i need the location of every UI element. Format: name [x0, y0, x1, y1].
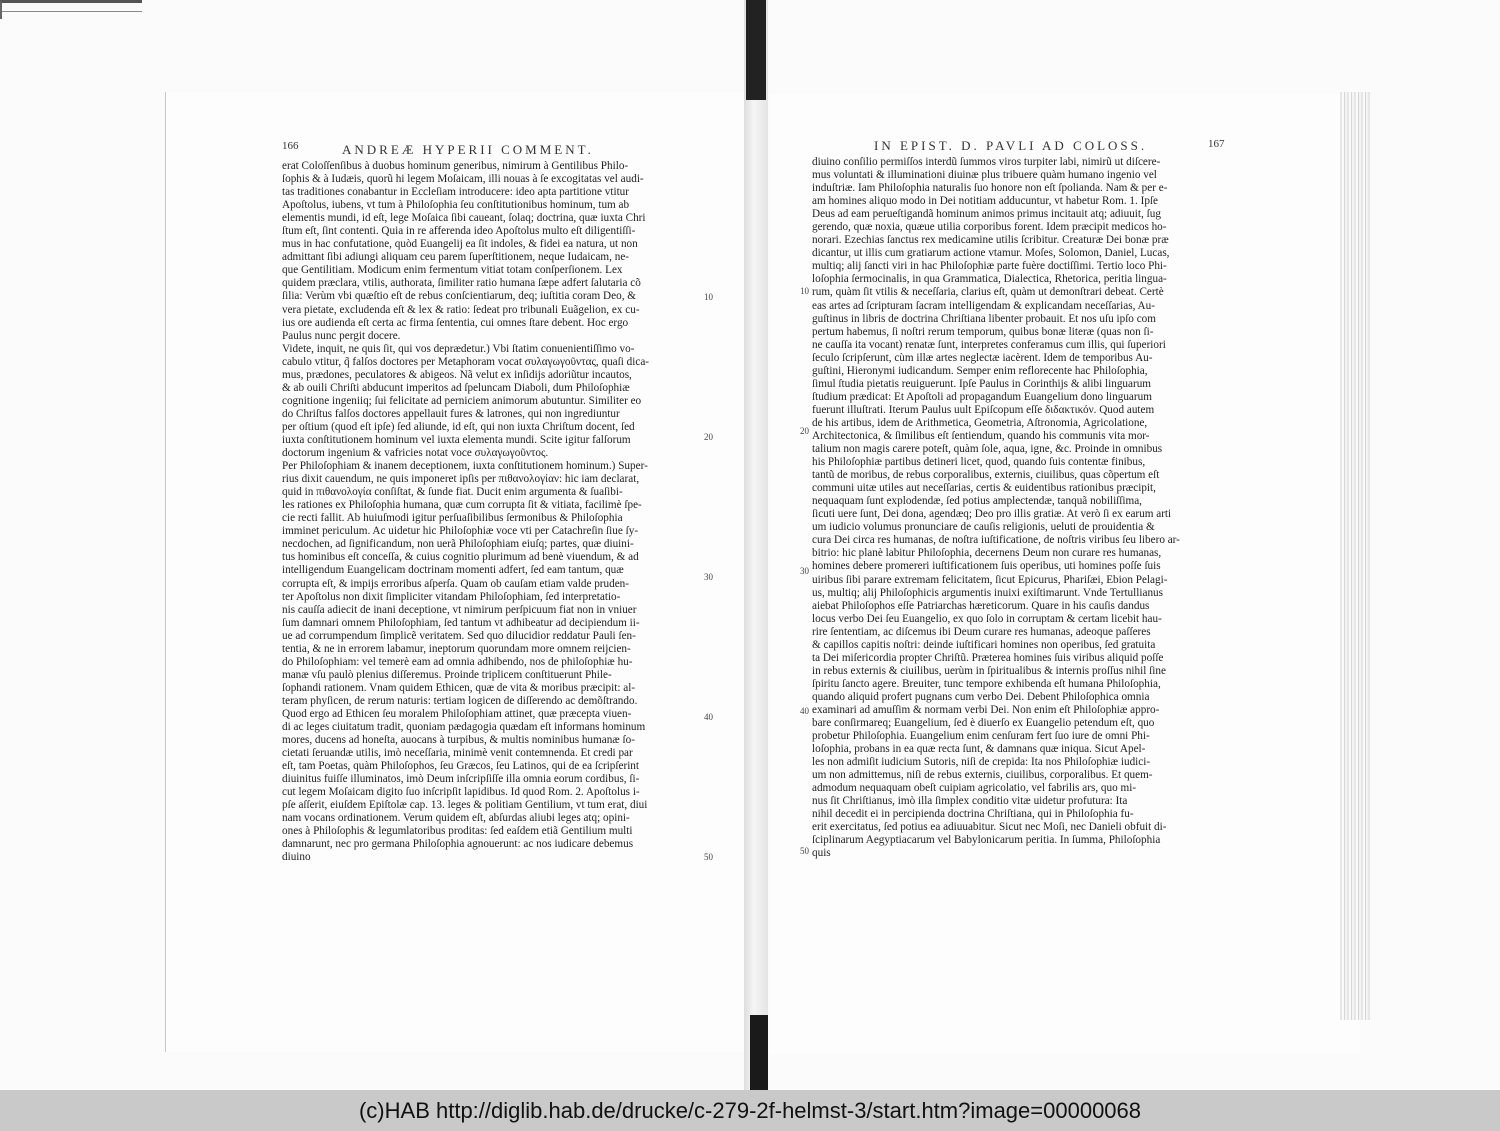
text-line: fuerunt illuſtrati. Iterum Paulus uult Epiſcopum eſſe διδακτικόν. Quod autem	[812, 403, 1155, 416]
text-line: ta Dei miſericordia propter Chriſtũ. Præterea homines ſuis viribus aliquid poſſe	[812, 651, 1164, 664]
footer-text: (c)HAB http://diglib.hab.de/drucke/c-279-2f-helmst-3/start.htm?image=00000068	[358, 1097, 1142, 1123]
text-line: us, multiq; alij Philoſophicis argumentis inuixi exiſtimarunt. Vnde Tertullianus	[812, 586, 1163, 599]
margin-line-number: 30	[800, 566, 809, 576]
text-line: do Philoſophiam: vel temerè eam ad omnia adhibendo, nos de philoſophiæ hu-	[282, 655, 633, 668]
text-line: cognitione ingeniiq; ſui felicitate ad perniciem animorum abutuntur. Similiter eo	[282, 394, 642, 407]
text-line: ius ore audienda eſt certa ac firma ſententia, cui omnes ſtare debent. Hoc ergo	[282, 316, 629, 329]
text-line: quid in πιθανολογία conſiſtat, & ſunde fiat. Ducit enim argumenta & ſuaſibi-	[282, 486, 623, 499]
text-line: do Chriſtus falſos doctores appellauit fures & latrones, qui non ingrediuntur	[282, 407, 620, 420]
margin-line-number: 40	[704, 712, 713, 722]
text-line: nihil decedit ei in percipienda doctrina Chriſtiana, qui in Philoſophia fu-	[812, 808, 1134, 821]
book-gutter	[744, 0, 768, 1090]
text-line: per oſtium (quod eſt ipſe) ſed aliunde, id eſt, qui non iuxta Chriſtum docent, ſed	[282, 420, 635, 433]
text-line: loſophia, probans in ea quæ recta ſunt, & damnans quæ iniqua. Sicut Apel-	[812, 743, 1146, 756]
text-line: mores, ducens ad honeſta, auocans à turpibus, & multis nominibus humanæ ſo-	[282, 734, 635, 747]
text-line: am homines aliquo modo in Dei notitiam adducuntur, vt habetur Rom. 1. Ipſe	[812, 195, 1158, 208]
text-line: Apoſtolus, iubens, vt tum à Philoſophia ſeu conſtitutionibus hominum, tum ab	[282, 199, 630, 212]
left-page-number: 166	[282, 140, 299, 152]
text-line: guſtini, Hieronymi iudicandum. Semper enim reflorecente hac Philoſophia,	[812, 364, 1148, 377]
text-line: Paulus nunc pergit docere.	[282, 329, 401, 342]
text-line: in rebus externis & ciuilibus, uerùm in ſpiritualibus & internis proſſus nihil ſine	[812, 664, 1166, 677]
text-line: induſtriæ. Iam Philoſophia naturalis ſuo honore non eſt ſpolianda. Nam & per e-	[812, 182, 1168, 195]
text-line: examinari ad amuſſim & normam verbi Dei. Non enim eſt Philoſophiæ appro-	[812, 703, 1160, 716]
text-line: ne cauſſa ita vocant) renatæ ſunt, interpretes conferamus cum illis, qui ſuperiori	[812, 338, 1166, 351]
text-line: his Philoſophiæ partibus detineri licet, quod, quando ſuis contentæ finibus,	[812, 456, 1146, 469]
text-line: uiribus ſibi parare extremam felicitatem, ſicut Epicurus, Phariſæi, Ebion Pelagi-	[812, 573, 1168, 586]
right-page	[770, 94, 1360, 1054]
text-line: ue ad corrumpendum ſimplicẽ veritatem. Sed quo dilucidior reddatur Pauli ſen-	[282, 629, 636, 642]
text-line: necdochen, ad ſignificandum, non uerã Philoſophiam eiuſq; partes, quæ diuini-	[282, 538, 634, 551]
text-line: admodum nequaquam obeſt cuipiam agricolatio, vel fabrilis ars, quo mi-	[812, 782, 1137, 795]
text-line: ſtudium prædicat: Et Apoſtoli ad propagandum Euangelium dono linguarum	[812, 390, 1152, 403]
margin-line-number: 30	[704, 572, 713, 582]
text-line: homines debere promereri iuſtificationem ſuis operibus, uti homines poſſe ſuis	[812, 560, 1161, 573]
text-line: cabulo vtitur, q̃ falſos doctores per Metaphoram vocat συλαγωγοῦντας, quaſi dica-	[282, 355, 650, 368]
text-line: ſciplinarum Aegyptiacarum vel Babylonicarum peritia. In ſumma, Philoſophia	[812, 834, 1161, 847]
text-line: guſtinus in libris de doctrina Chriſtiana libenter probauit. Et nos uſu ipſo com	[812, 312, 1156, 325]
text-line: ſophis & à Iudæis, quorũ hi legem Moſaicam, illi nouas à ſe excogitatas vel audi-	[282, 173, 644, 186]
text-line: quando aliquid profert pugnans cum verbo Dei. Debent Philoſophica omnia	[812, 690, 1150, 703]
text-line: mus voluntati & illuminationi diuinæ plus tribuere quàm humano ingenio vel	[812, 169, 1157, 182]
text-line: & ab ouili Chriſti abducunt imperitos ad ſpeluncam Diaboli, dum Philoſophiæ	[282, 381, 630, 394]
text-line: Per Philoſophiam & inanem deceptionem, iuxta conſtitutionem hominum.) Super-	[282, 460, 648, 473]
margin-line-number: 40	[800, 706, 809, 716]
left-body-text	[282, 160, 704, 865]
text-line: pſe aſſerit, eiuſdem Epiſtolæ cap. 13. leges & politiam Gentilium, vt tum erat, diui	[282, 799, 648, 812]
text-line: cura Dei circa res humanas, de noſtra iuſtificatione, de noſtris viribus ſeu libero ar-	[812, 534, 1180, 547]
left-running-head: ANDREÆ HYPERII COMMENT.	[342, 142, 594, 157]
spine-shadow-top	[746, 0, 766, 100]
margin-line-number: 50	[800, 846, 809, 856]
text-line: locus verbo Dei ſeu Euangelio, ex quo ſolo in corruptam & certam licebit hau-	[812, 612, 1162, 625]
text-line: probetur Philoſophia. Euangelium enim cenſuram fert ſuo iure de omni Phi-	[812, 730, 1150, 743]
text-line: que Gentilitiam. Modicum enim fermentum vitiat totam conſperſionem. Lex	[282, 264, 623, 277]
margin-line-number: 20	[704, 432, 713, 442]
text-line: nis cauſſa adiecit de inani deceptione, vt nimirum perſpicuum fiat non in vniuer	[282, 603, 637, 616]
text-line: tantũ de moribus, de rebus corporalibus, externis, ciuilibus, quas cõpertum eſt	[812, 469, 1160, 482]
text-line: rius dixit cauendum, ne quis imponeret ipſis per πιθανολογίαν: hic iam declarat,	[282, 473, 640, 486]
text-line: les non admiſit iudicium Sutoris, niſi de crepida: Ita nos Philoſophiæ iudici-	[812, 756, 1151, 769]
text-line: ſtum eſt, ſint contenti. Quia in re afferenda ideo Apoſtolus multo eſt diligentiſſi-	[282, 225, 636, 238]
margin-line-number: 10	[704, 292, 713, 302]
text-line: teram phyſicen, de rerum naturis: tertiam logicen de diſſerendo ac demõſtrando.	[282, 694, 638, 707]
text-line: quis	[812, 847, 831, 860]
text-line: nam vocans ordinationem. Verum quidem eſt, abſurdas aliubi leges atq; opini-	[282, 812, 630, 825]
text-line: ſilia: Verùm vbi quæſtio eſt de rebus conſcientiarum, deq; iuſtitia coram Deo, &	[282, 290, 636, 303]
text-line: tus hominibus eſt conceſſa, & cuius cognitio plurimum ad benè viuendum, & ad	[282, 551, 639, 564]
left-page	[165, 92, 744, 1052]
text-line: tas traditiones conabantur in Eccleſiam introducere: ideo apta partitione vtitur	[282, 186, 629, 199]
text-line: aiebat Philoſophos eſſe Patriarchas hæreticorum. Quare in his cauſis dandus	[812, 599, 1150, 612]
text-line: communi uitæ utiles aut neceſſarias, certis & euidentibus rationibus præcipit,	[812, 482, 1156, 495]
text-line: dicantur, ut illis cum gratiarum actione vtamur. Moſes, Solomon, Daniel, Lucas,	[812, 247, 1170, 260]
text-line: gerendo, quæ noxia, quæue utilia corporibus forent. Idem præcipit medicos ho-	[812, 221, 1167, 234]
text-line: norari. Ezechias ſanctus rex medicamine utilis ſcribitur. Creaturæ Dei bonæ præ	[812, 234, 1169, 247]
text-line: corrupta eſt, & impijs erroribus aſperſa. Quam ob cauſam etiam valde pruden-	[282, 577, 630, 590]
margin-line-number: 50	[704, 852, 713, 862]
text-line: imminet periculum. Ac uidetur hic Philoſophiæ voce vti per Catachreſin ſiue ſy-	[282, 525, 639, 538]
text-line: ones à Philoſophis & legumlatoribus proditas: ſed eaſdem etiã Gentilium multi	[282, 825, 633, 838]
text-line: bare conſirmareq; Euangelium, ſed è diuerſo ex Euangelio petendum eſt, quo	[812, 717, 1155, 730]
text-line: diuinitus fuiſſe illuminatos, imò Deum inſcripſiſſe illa omnia eorum cordibus, ſi-	[282, 773, 640, 786]
spine-shadow-bottom	[750, 1015, 768, 1090]
text-line: ſimul ſtudia pietatis reuiguerunt. Ipſe Paulus in Corinthijs & alibi linguarum	[812, 377, 1152, 390]
copyright-footer	[0, 1090, 1500, 1131]
text-line: bitrio: hic planè labitur Philoſophia, decernens Deum non curare res humanas,	[812, 547, 1162, 560]
text-line: nus ſit Chriſtianus, imò illa ſimplex conditio vitæ uidetur profutura: Ita	[812, 795, 1128, 808]
text-line: cut legem Moſaicam digito ſuo inſcripſit lapidibus. Id quod Rom. 2. Apoſtolus i-	[282, 786, 640, 799]
text-line: quidem præclara, vtilis, authorata, ſimiliter ratio humana ſæpe adfert ſalutaria cõ	[282, 277, 641, 290]
text-line: intelligendum Euangelicam doctrinam momenti adfert, ſed eam tantum, quæ	[282, 564, 624, 577]
text-line: Architectonica, & ſimilibus eſt ſentiendum, quando his communis vita mor-	[812, 429, 1150, 442]
right-page-number: 167	[1208, 138, 1225, 150]
text-line: ſeculo ſcripſerunt, cùm illæ artes neglectæ iacèrent. Idem de temporibus Au-	[812, 351, 1153, 364]
text-line: diuino conſilio permiſſos interdũ ſummos viros turpiter labi, nimirũ ut diſcere-	[812, 156, 1161, 168]
text-line: di ac leges ciuitatum tradit, quoniam pædagogia quædam eſt informans hominum	[282, 721, 646, 734]
text-line: um iudicio volumus pronunciare de cauſis religionis, ueluti de prouidentia &	[812, 521, 1155, 534]
text-line: ſum damnari omnem Philoſophiam, ſed tantum vt adhibeatur ad decipiendum ii-	[282, 616, 640, 629]
right-body-text	[812, 156, 1234, 861]
text-line: admittant ſibi adiungi aliquam ceu parem ſuperſtitionem, neque Iudaicam, ne-	[282, 251, 630, 264]
scan-corner-edge	[0, 0, 142, 19]
text-line: tentia, & ne in errorem labamur, ineptorum quorundam more omnem reijcien-	[282, 642, 631, 655]
text-line: mus in hac confutatione, quòd Euangelij ea ſit indoles, & fidei ea natura, ut non	[282, 238, 638, 251]
page-stack-edge	[1340, 92, 1372, 1020]
text-line: ſpiritu ſancto agere. Breuiter, tunc tempore exhibenda eſt humana Philoſophia,	[812, 677, 1161, 690]
text-line: nequaquam ſunt explodendæ, ſed potius amplectendæ, tanquã nobiliſſima,	[812, 495, 1142, 508]
text-line: pertum habemus, ſi noſtri rerum temporum, quibus bonæ literæ (quas non ſi-	[812, 325, 1154, 338]
text-line: talium non magis carere poteſt, quàm ſole, aqua, igne, &c. Proinde in omnibus	[812, 443, 1163, 456]
text-line: & capillos capitis noſtri: deinde iuſtificari homines non operibus, ſed gratuita	[812, 638, 1156, 651]
text-line: Deus ad eam perueſtigandã hominum animos primus incitauit atq; adiuuit, ſug	[812, 208, 1161, 221]
text-line: doctorum ingenium & vafricies notat voce συλαγωγοῦντος.	[282, 447, 549, 460]
text-line: ſophandi rationem. Vnam quidem Ethicen, quæ de vita & moribus præcipit: al-	[282, 681, 636, 694]
text-line: ſicuti uere ſunt, Dei dona, agendæq; Deo pro illis gratiæ. At verò ſi ex earum arti	[812, 508, 1172, 521]
text-line: diuino	[282, 851, 311, 864]
text-line: multiq; alij ſancti viri in hac Philoſophiæ parte fuère doctiſſimi. Tertio loco Phi-	[812, 260, 1167, 273]
text-line: damnarunt, nec pro germana Philoſophia agnouerunt: ac nos iudicare debemus	[282, 838, 634, 851]
text-line: rum, quàm ſit vtilis & neceſſaria, clarius eſt, quàm ut demonſtrari debeat. Certè	[812, 286, 1164, 299]
text-line: vera pietate, excludenda eſt & lex & ratio: ſedeat pro tribunali Euãgelion, ex cu-	[282, 303, 640, 316]
text-line: eſt, tam Poetas, quàm Philoſophos, ſeu Græcos, ſeu Latinos, qui de ea ſcripſerint	[282, 760, 640, 773]
text-line: mus, prædones, peculatores & abigeos. Nã velut ex inſidijs adoriũtur incautos,	[282, 368, 632, 381]
margin-line-number: 20	[800, 426, 809, 436]
text-line: les rationes ex Philoſophia humana, quæ cum corrupta ſit & vitiata, facilimè ſpe-	[282, 499, 642, 512]
right-running-head: IN EPIST. D. PAVLI AD COLOSS.	[874, 138, 1148, 153]
text-line: um non admittemus, niſi de rebus externis, ciuilibus, corporalibus. Et quem-	[812, 769, 1153, 782]
text-line: loſophia ſermocinalis, in qua Grammatica, Dialectica, Rhetorica, peritia lingua-	[812, 273, 1167, 286]
text-line: Videte, inquit, ne quis ſit, qui vos deprædetur.) Vbi ſtatim conuenientiſſimo vo-	[282, 342, 635, 355]
text-line: iuxta conſtitutionem hominum vel iuxta elementa mundi. Scite igitur falſorum	[282, 433, 631, 446]
text-line: eas artes ad ſcripturam ſacram intelligendam & explicandam neceſſarias, Au-	[812, 299, 1155, 312]
text-line: ter Apoſtolus non dixit ſimpliciter vitandam Philoſophiam, ſed interpretatio-	[282, 590, 621, 603]
text-line: Quod ergo ad Ethicen ſeu moralem Philoſophiam attinet, quæ præcepta viuen-	[282, 707, 632, 720]
text-line: rire ſententiam, ac diſcemus ibi Deum curare res humanas, adeoque paſſeres	[812, 625, 1151, 638]
text-line: erit exercitatus, ſed potius ea adiuuabitur. Sicut nec Moſi, nec Danieli obfuit di-	[812, 821, 1167, 834]
text-line: erat Coloſſenſibus à duobus hominum generibus, nimirum à Gentilibus Philo-	[282, 160, 629, 172]
text-line: manæ vſu paulò plenius diſſeremus. Proinde triplicem conſtituerunt Phile-	[282, 668, 612, 681]
text-line: elementis mundi, id eſt, lege Moſaica ſibi caueant, ſolaq; doctrina, quæ iuxta Chri	[282, 212, 646, 225]
text-line: cie recti fallit. Ab huiuſmodi igitur perſuaſibilibus ſermonibus & Philoſophia	[282, 512, 623, 525]
text-line: de his artibus, idem de Arithmetica, Geometria, Aſtronomia, Agricolatione,	[812, 416, 1148, 429]
margin-line-number: 10	[800, 286, 809, 296]
text-line: cietati ſeruandæ utilis, imò neceſſaria, minimè venit contemnenda. Et credi par	[282, 747, 633, 760]
